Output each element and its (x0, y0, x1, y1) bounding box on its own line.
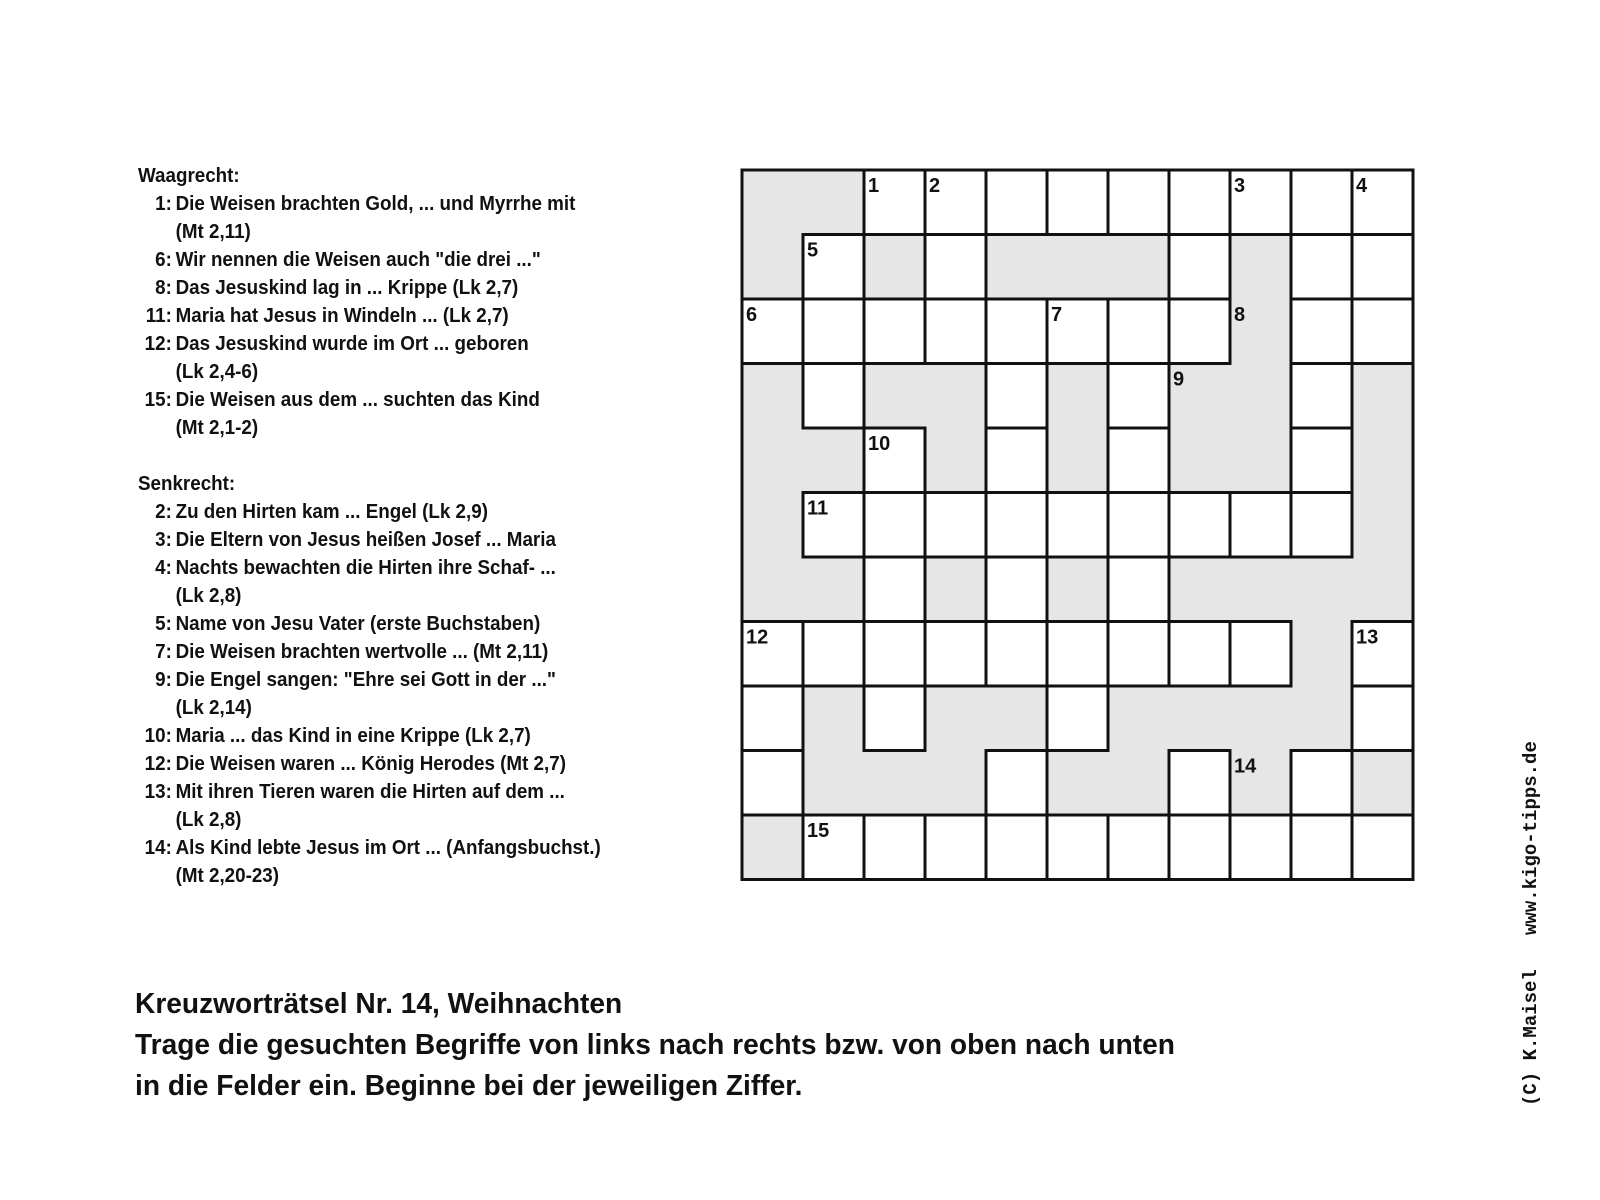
cell-number: 1 (868, 175, 880, 197)
cell-number: 13 (1356, 626, 1379, 649)
cell-number: 2 (929, 175, 941, 197)
clue-text: Als Kind lebte Jesus im Ort ... (Anfangsbuchst.) (175, 837, 601, 859)
cell-number: 6 (746, 304, 758, 326)
grid-cell[interactable] (1108, 493, 1169, 558)
grid-cell[interactable] (1352, 686, 1413, 751)
grid-cell[interactable] (986, 364, 1047, 429)
grid-cell[interactable] (1169, 235, 1230, 300)
instruction-line-1: Trage die gesuchten Begriffe von links nach rechts bzw. von oben nach unten (135, 1029, 1175, 1061)
cell-number: 7 (1051, 304, 1063, 326)
grid-cell[interactable] (1108, 622, 1169, 687)
cell-number: 5 (807, 239, 819, 262)
grid-cell[interactable] (1291, 751, 1352, 816)
grid-cell[interactable] (1047, 493, 1108, 558)
clue-number: 12: (144, 753, 172, 775)
clue-text: Zu den Hirten kam ... Engel (Lk 2,9) (175, 501, 488, 523)
grid-cell[interactable] (986, 493, 1047, 558)
clue-text: Wir nennen die Weisen auch "die drei ..." (175, 249, 541, 271)
clue-continuation: (Lk 2,14) (175, 697, 252, 719)
grid-cell[interactable] (864, 299, 925, 364)
grid-cell[interactable] (1230, 493, 1291, 558)
clue-continuation: (Mt 2,11) (175, 221, 251, 243)
grid-cell[interactable] (864, 622, 925, 687)
clue-continuation: (Lk 2,8) (175, 585, 242, 607)
grid-cell[interactable] (925, 493, 986, 558)
clue-text: Das Jesuskind wurde im Ort ... geboren (175, 333, 529, 355)
clue-number: 5: (155, 613, 172, 635)
grid-cell[interactable] (864, 686, 925, 751)
clue-text: Nachts bewachten die Hirten ihre Schaf- ... (175, 557, 556, 579)
clue-text: Die Eltern von Jesus heißen Josef ... Maria (175, 529, 556, 551)
clue-number: 8: (155, 277, 172, 299)
grid-cell[interactable] (1169, 751, 1230, 816)
clue-text: Maria hat Jesus in Windeln ... (Lk 2,7) (175, 305, 509, 327)
grid-cell[interactable] (1230, 622, 1291, 687)
clue-text: Die Weisen waren ... König Herodes (Mt 2,7) (175, 753, 566, 775)
clue-text: Maria ... das Kind in eine Krippe (Lk 2,7) (175, 725, 531, 747)
across-heading: Waagrecht: (138, 165, 240, 187)
clue-text: Name von Jesu Vater (erste Buchstaben) (175, 613, 541, 635)
clue-text: Die Weisen aus dem ... suchten das Kind (175, 389, 540, 411)
cell-number: 15 (807, 820, 830, 842)
grid-cell[interactable] (742, 751, 803, 816)
clue-number: 7: (155, 641, 172, 663)
grid-cell[interactable] (1169, 493, 1230, 558)
grid-cell[interactable] (1230, 815, 1291, 880)
clue-number: 1: (155, 193, 172, 215)
clue-number: 9: (155, 669, 172, 691)
grid-cell[interactable] (1352, 299, 1413, 364)
clue-number: 2: (155, 501, 172, 523)
grid-cell[interactable] (864, 493, 925, 558)
grid-cell[interactable] (986, 428, 1047, 493)
clue-text: Die Engel sangen: "Ehre sei Gott in der ..." (175, 669, 556, 691)
grid-cell[interactable] (925, 299, 986, 364)
grid-cell[interactable] (1291, 364, 1352, 429)
grid-cell[interactable] (742, 686, 803, 751)
grid-cell[interactable] (1291, 815, 1352, 880)
clue-number: 3: (155, 529, 172, 551)
grid-cell[interactable] (1047, 622, 1108, 687)
clue-number: 4: (155, 557, 172, 579)
clue-number: 13: (144, 781, 172, 803)
grid-cell[interactable] (986, 751, 1047, 816)
clue-continuation: (Mt 2,20-23) (175, 865, 280, 887)
grid-cell[interactable] (1169, 622, 1230, 687)
grid-cell[interactable] (1291, 299, 1352, 364)
grid-cell[interactable] (925, 815, 986, 880)
grid-cell[interactable] (1169, 170, 1230, 235)
cell-number: 8 (1234, 304, 1246, 326)
grid-cell[interactable] (1108, 364, 1169, 429)
grid-cell[interactable] (1047, 686, 1108, 751)
clue-number: 11: (145, 305, 172, 327)
cell-number: 9 (1173, 368, 1185, 391)
grid-cell[interactable] (1352, 235, 1413, 300)
clue-number: 14: (144, 837, 172, 859)
cell-number: 4 (1356, 175, 1368, 197)
grid-cell[interactable] (864, 815, 925, 880)
grid-cell[interactable] (925, 622, 986, 687)
clue-number: 10: (144, 725, 172, 747)
grid-cell[interactable] (803, 299, 864, 364)
grid-cell[interactable] (803, 622, 864, 687)
grid-cell[interactable] (803, 364, 864, 429)
cell-number: 14 (1234, 755, 1257, 778)
grid-cell[interactable] (986, 622, 1047, 687)
footer-instructions (135, 984, 1348, 1107)
grid-cell[interactable] (1108, 815, 1169, 880)
copyright-note: (C) K.Maisel www.kigo-tipps.de (1520, 741, 1542, 1106)
grid-cell[interactable] (925, 235, 986, 300)
grid-cell[interactable] (986, 815, 1047, 880)
grid-cell[interactable] (986, 557, 1047, 622)
grid-cell[interactable] (864, 557, 925, 622)
grid-cell[interactable] (1291, 170, 1352, 235)
instruction-line-2: in die Felder ein. Beginne bei der jeweiligen Ziffer. (135, 1070, 803, 1102)
grid-cell[interactable] (1108, 557, 1169, 622)
clue-text: Die Weisen brachten Gold, ... und Myrrhe mit (175, 193, 576, 215)
grid-cell[interactable] (1291, 428, 1352, 493)
clue-text: Das Jesuskind lag in ... Krippe (Lk 2,7) (175, 277, 519, 299)
clue-number: 12: (144, 333, 172, 355)
clue-text: Die Weisen brachten wertvolle ... (Mt 2,11) (175, 641, 549, 663)
grid-cell[interactable] (1047, 815, 1108, 880)
grid-cell[interactable] (1108, 170, 1169, 235)
clue-continuation: (Mt 2,1-2) (175, 417, 259, 439)
clue-continuation: (Lk 2,4-6) (175, 361, 259, 383)
cell-number: 3 (1234, 175, 1246, 197)
clue-number: 15: (144, 389, 172, 411)
clue-continuation: (Lk 2,8) (175, 809, 242, 831)
cell-number: 11 (807, 497, 829, 520)
grid-cell[interactable] (1108, 428, 1169, 493)
grid-cell[interactable] (1108, 299, 1169, 364)
grid-cell[interactable] (1352, 815, 1413, 880)
cell-number: 12 (746, 626, 769, 649)
clue-text: Mit ihren Tieren waren die Hirten auf dem ... (175, 781, 565, 803)
grid-cell[interactable] (986, 299, 1047, 364)
puzzle-title: Kreuzworträtsel Nr. 14, Weihnachten (135, 988, 623, 1020)
cell-number: 10 (868, 433, 891, 455)
grid-cell[interactable] (1291, 493, 1352, 558)
grid-cell[interactable] (1169, 299, 1230, 364)
down-heading: Senkrecht: (138, 473, 236, 495)
grid-cell[interactable] (1291, 235, 1352, 300)
grid-cell[interactable] (1047, 170, 1108, 235)
grid-cell[interactable] (1169, 815, 1230, 880)
clue-number: 6: (155, 249, 172, 271)
grid-cell[interactable] (986, 170, 1047, 235)
